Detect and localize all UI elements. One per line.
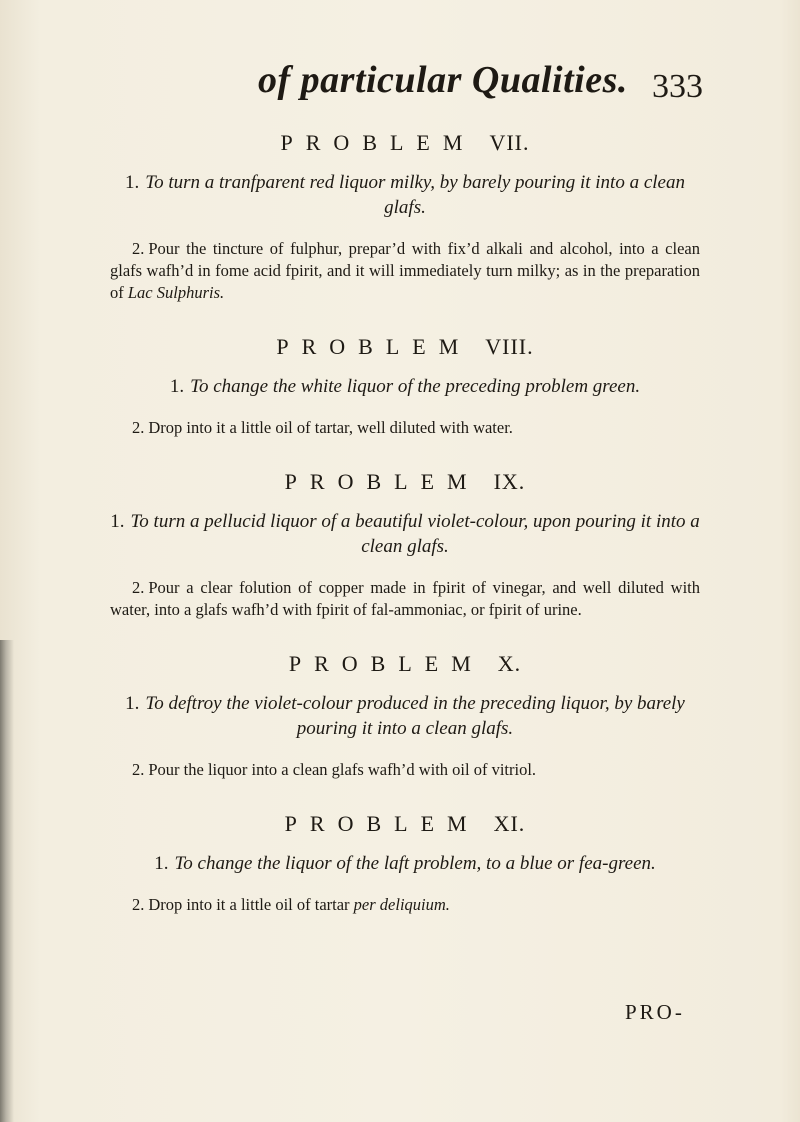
- running-title: of particular Qualities.: [258, 59, 628, 101]
- problem-solution: [110, 417, 700, 439]
- statement-number: 1.: [125, 693, 140, 714]
- problem-word: PROBLEM: [284, 469, 480, 494]
- binding-shadow: [0, 640, 14, 1122]
- statement-text: To deftroy the violet-colour produced in the preceding liquor, by barely pouring it into a clean glafs.: [145, 693, 685, 739]
- statement-text: To change the white liquor of the preceding problem green.: [190, 376, 641, 397]
- statement-text: To change the liquor of the laft problem, to a blue or fea-green.: [174, 853, 656, 874]
- statement-number: 1.: [154, 853, 169, 874]
- problem-heading: [110, 469, 700, 495]
- problem-ix: [110, 469, 700, 621]
- problem-viii: [110, 334, 700, 439]
- problem-number: X.: [497, 651, 522, 676]
- step-italic-term: per deliquium.: [353, 895, 450, 914]
- step-number: 2.: [132, 895, 145, 914]
- problem-heading: [110, 811, 700, 837]
- problem-solution: [110, 238, 700, 304]
- step-text: Pour a clear folution of copper made in fpirit of vinegar, and well diluted with water, into a glafs wafh’d with fpirit of fal-ammoniac, or fpirit of urine.: [110, 578, 700, 619]
- running-head: [0, 58, 800, 108]
- statement-text: To turn a pellucid liquor of a beautiful violet-colour, upon pouring it into a clean glafs.: [130, 511, 700, 557]
- step-number: 2.: [132, 418, 145, 437]
- problem-heading: [110, 651, 700, 677]
- problem-statement: [110, 691, 700, 741]
- problem-number: VII.: [489, 130, 530, 155]
- statement-number: 1.: [125, 172, 140, 193]
- problem-statement: [110, 374, 700, 399]
- statement-number: 1.: [110, 511, 125, 532]
- statement-text: To turn a tranfparent red liquor milky, by barely pouring it into a clean glafs.: [145, 172, 685, 218]
- problem-solution: [110, 894, 700, 916]
- problem-word: PROBLEM: [280, 130, 476, 155]
- step-text: Pour the tincture of fulphur, prepar’d with fix’d alkali and alcohol, into a clean glafs wafh’d in fome acid fpirit, and it will immediately turn milky; as in the preparation of: [110, 239, 700, 302]
- step-number: 2.: [132, 239, 145, 258]
- problem-x: [110, 651, 700, 781]
- problem-number: XI.: [493, 811, 526, 836]
- problem-word: PROBLEM: [276, 334, 472, 359]
- problem-number: IX.: [493, 469, 526, 494]
- step-text: Pour the liquor into a clean glafs wafh’d with oil of vitriol.: [148, 760, 537, 779]
- problem-number: VIII.: [485, 334, 534, 359]
- problem-heading: [110, 334, 700, 360]
- problem-word: PROBLEM: [284, 811, 480, 836]
- step-number: 2.: [132, 760, 145, 779]
- problem-statement: [110, 170, 700, 220]
- problem-heading: [110, 130, 700, 156]
- problem-statement: [110, 851, 700, 876]
- catchword: PRO-: [625, 1000, 685, 1024]
- page-number: 333: [652, 68, 703, 105]
- problem-solution: [110, 577, 700, 621]
- step-italic-term: Lac Sulphuris.: [127, 283, 225, 302]
- statement-number: 1.: [169, 376, 185, 397]
- problem-solution: [110, 759, 700, 781]
- page-body: [110, 130, 700, 946]
- step-number: 2.: [132, 578, 145, 597]
- step-text: Drop into it a little oil of tartar: [148, 895, 350, 914]
- problem-word: PROBLEM: [288, 651, 484, 676]
- problem-vii: [110, 130, 700, 304]
- problem-statement: [110, 509, 700, 559]
- step-text: Drop into it a little oil of tartar, well diluted with water.: [148, 418, 513, 437]
- problem-xi: [110, 811, 700, 916]
